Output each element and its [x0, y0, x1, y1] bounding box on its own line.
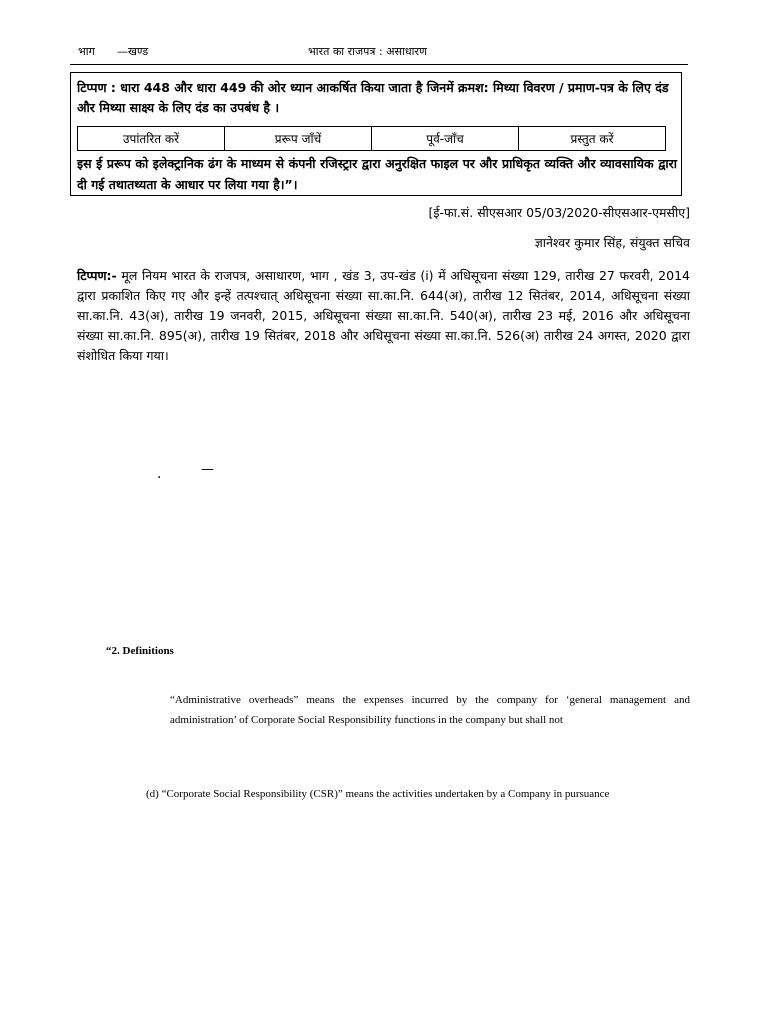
- csr-definition: (d) “Corporate Social Responsibility (CSR)” means the activities undertaken by a Company in pursuance: [146, 788, 610, 800]
- footnote: [77, 266, 690, 366]
- stray-dot: .: [157, 466, 162, 482]
- file-number: [ई-फा.सं. सीएसआर 05/03/2020-सीएसआर-एमसीए]: [428, 205, 690, 220]
- submit-button[interactable]: प्रस्तुत करें: [570, 132, 614, 146]
- form-action-buttons: [77, 126, 666, 151]
- penalty-warning: टिप्पण : धारा 448 और धारा 449 की ओर ध्यान आकर्षित किया जाता है जिनमें क्रमश: मिथ्या विवरण / प्रमाण-पत्र के लिए दंड और मिथ्या साक्ष्य के लिए दंड का उपबंध है ।: [77, 80, 669, 115]
- footnote-label: टिप्पण:-: [77, 268, 117, 283]
- stray-dash: —: [201, 462, 214, 477]
- definitions-heading: “2. Definitions: [106, 645, 174, 657]
- footnote-text: मूल नियम भारत के राजपत्र, असाधारण, भाग , खंड 3, उप-खंड (i) में अधिसूचना संख्या 129, तारीख 27 फरवरी, 2014 द्वारा प्रकाशित किए गए और इन्हें तत्पश्चात् अधिसूचना संख्या सा.का.नि. 644(अ), तारीख 12 सितंबर, 2014, अधिसूचना संख्या सा.का.नि. 43(अ), तारीख 19 जनवरी, 2015, अधिसूचना संख्या सा.का.नि. 540(अ), तारीख 23 मई, 2016 और अधिसूचना संख्या सा.का.नि. 895(अ), तारीख 19 सितंबर, 2018 और अधिसूचना संख्या सा.का.नि. 526(अ) तारीख 24 अगस्त, 2020 द्वारा संशोधित किया गया।: [77, 268, 690, 363]
- declaration-text: इस ई प्ररूप को इलेक्ट्रानिक ढंग के माध्यम से कंपनी रजिस्ट्रार द्वारा अनुरक्षित फाइल पर और प्राधिकृत व्यक्ति और व्यावसायिक द्वारा दी गई तथातथ्यता के आधार पर लिया गया है।”।: [77, 156, 677, 192]
- header-section: —खण्ड: [117, 45, 149, 58]
- signatory: ज्ञानेश्वर कुमार सिंह, संयुक्त सचिव: [534, 235, 690, 250]
- header-part: भाग: [78, 45, 95, 58]
- header-divider: [70, 64, 688, 65]
- prescrutiny-button[interactable]: पूर्व-जाँच: [372, 127, 519, 150]
- check-form-button[interactable]: प्ररूप जाँचें: [225, 127, 372, 150]
- modify-button[interactable]: उपांतरित करें: [78, 127, 225, 150]
- header-gazette-title: भारत का राजपत्र : असाधारण: [308, 45, 427, 58]
- admin-overheads-definition: “Administrative overheads” means the expenses incurred by the company for ‘general management and administration’ of Corporate Social Responsibility functions in the company but shall not: [170, 694, 690, 726]
